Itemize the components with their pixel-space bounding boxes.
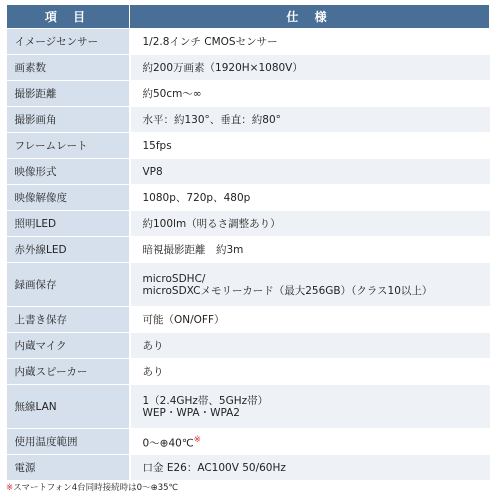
- spec-table: [6, 4, 490, 481]
- row-label: 使用温度範囲: [7, 429, 130, 455]
- row-label: イメージセンサー: [7, 29, 130, 55]
- row-label: 照明LED: [7, 211, 130, 237]
- spec-table-container: [6, 4, 489, 481]
- row-label: 録画保存: [7, 263, 130, 307]
- table-row: [7, 81, 490, 107]
- row-value: 水平：約130°、垂直：約80°: [130, 107, 490, 133]
- table-row: [7, 307, 490, 333]
- footnote-text: スマートフォン4台同時接続時は0〜⊕35℃: [13, 483, 179, 493]
- header-item: 項 目: [7, 5, 130, 29]
- row-value-line: microSDHC/: [142, 272, 206, 285]
- table-row: [7, 211, 490, 237]
- table-row: [7, 159, 490, 185]
- row-value: あり: [130, 359, 490, 385]
- row-label: 電源: [7, 455, 130, 481]
- table-row: [7, 359, 490, 385]
- row-label: 内蔵スピーカー: [7, 359, 130, 385]
- row-label: 無線LAN: [7, 385, 130, 429]
- row-value-line: microSDXCメモリーカード（最大256GB）（クラス10以上）: [142, 284, 433, 297]
- table-header-row: [7, 5, 490, 29]
- row-label: 撮影画角: [7, 107, 130, 133]
- row-value-line: 1（2.4GHz帯、5GHz帯）: [142, 394, 269, 407]
- row-value: 1/2.8インチ CMOSセンサー: [130, 29, 490, 55]
- row-value: 約100lm（明るさ調整あり）: [130, 211, 490, 237]
- row-value: 1080p、720p、480p: [130, 185, 490, 211]
- row-label: 内蔵マイク: [7, 333, 130, 359]
- table-row: [7, 133, 490, 159]
- row-label: 上書き保存: [7, 307, 130, 333]
- table-row: [7, 263, 490, 307]
- row-value: 口金 E26：AC100V 50/60Hz: [130, 455, 490, 481]
- row-value: [130, 385, 490, 429]
- table-row: [7, 429, 490, 455]
- row-label: 赤外線LED: [7, 237, 130, 263]
- note-mark: ※: [193, 434, 201, 445]
- row-value: 約200万画素（1920H×1080V）: [130, 55, 490, 81]
- row-value: 約50cm〜∞: [130, 81, 490, 107]
- row-label: 映像解像度: [7, 185, 130, 211]
- row-label: 画素数: [7, 55, 130, 81]
- row-value: 可能（ON/OFF）: [130, 307, 490, 333]
- row-label: フレームレート: [7, 133, 130, 159]
- row-label: 映像形式: [7, 159, 130, 185]
- row-value: VP8: [130, 159, 490, 185]
- row-value-line: WEP・WPA・WPA2: [142, 406, 240, 419]
- table-row: [7, 29, 490, 55]
- table-row: [7, 385, 490, 429]
- header-spec: 仕 様: [130, 5, 490, 29]
- row-value: [130, 263, 490, 307]
- row-value: 暗視撮影距離 約3m: [130, 237, 490, 263]
- table-row: [7, 333, 490, 359]
- table-row: [7, 185, 490, 211]
- table-row: [7, 55, 490, 81]
- row-value-text: 0〜⊕40℃: [142, 437, 194, 450]
- row-label: 撮影距離: [7, 81, 130, 107]
- row-value: 15fps: [130, 133, 490, 159]
- table-row: [7, 107, 490, 133]
- footnote: [6, 481, 178, 493]
- row-value: [130, 429, 490, 455]
- table-row: [7, 237, 490, 263]
- table-row: [7, 455, 490, 481]
- footnote-mark: ※: [6, 483, 14, 493]
- row-value: あり: [130, 333, 490, 359]
